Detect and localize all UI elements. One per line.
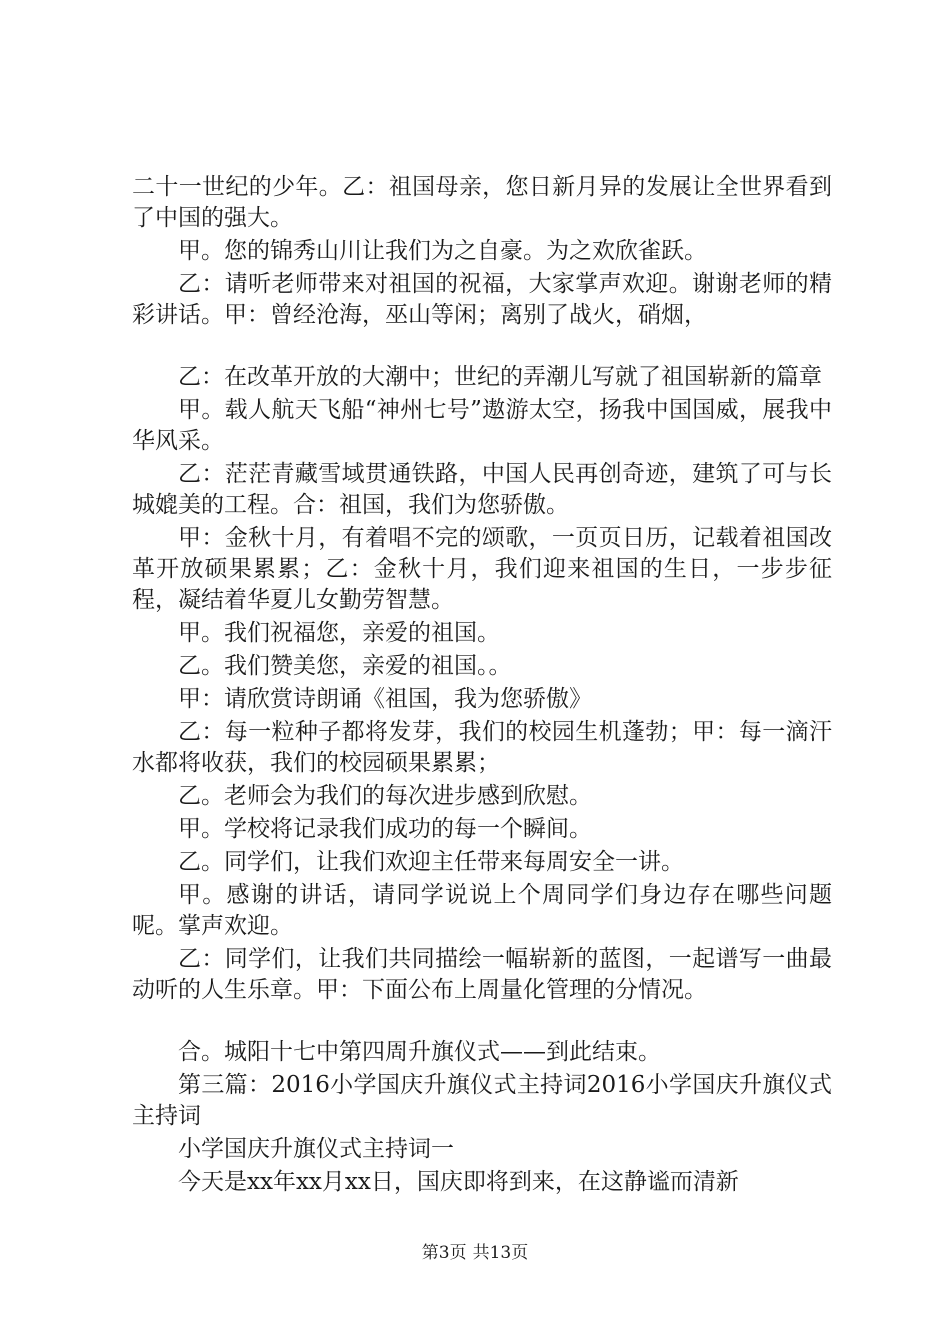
paragraph-8: 甲。我们祝福您，亲爱的祖国。: [178, 620, 500, 646]
paragraph-17: 合。城阳十七中第四周升旗仪式——到此结束。: [178, 1039, 661, 1065]
paragraph-4: 乙：在改革开放的大潮中；世纪的弄潮儿写就了祖国崭新的篇章: [178, 364, 822, 390]
paragraph-12: 乙。老师会为我们的每次进步感到欣慰。: [178, 783, 592, 809]
page-total: 共13页: [472, 1243, 529, 1263]
page-footer: [0, 1242, 950, 1264]
document-body: [132, 172, 832, 1200]
paragraph-13: 甲。学校将记录我们成功的每一个瞬间。: [178, 816, 592, 842]
paragraph-14: 乙。同学们，让我们欢迎主任带来每周安全一讲。: [178, 849, 684, 875]
subheading: 小学国庆升旗仪式主持词一: [178, 1136, 454, 1162]
paragraph-5: 甲。载人航天飞船“神州七号”遨游太空，扬我中国国威，展我中华风采。: [132, 397, 832, 454]
paragraph-11: 乙：每一粒种子都将发芽，我们的校园生机蓬勃；甲：每一滴汗水都将收获，我们的校园硕果累累；: [132, 719, 832, 776]
paragraph-10: 甲：请欣赏诗朗诵《祖国，我为您骄傲》: [178, 686, 592, 712]
paragraph-1: 二十一世纪的少年。乙：祖国母亲，您日新月异的发展让全世界看到了中国的强大。: [132, 174, 832, 231]
paragraph-9: 乙。我们赞美您，亲爱的祖国。。: [178, 653, 512, 679]
paragraph-6: 乙：茫茫青藏雪域贯通铁路，中国人民再创奇迹，建筑了可与长城媲美的工程。合：祖国，我们为您骄傲。: [132, 461, 832, 518]
page-number: 第3页: [421, 1243, 467, 1263]
paragraph-15: 甲。感谢的讲话，请同学说说上个周同学们身边存在哪些问题呢。掌声欢迎。: [132, 882, 832, 939]
paragraph-16: 乙：同学们，让我们共同描绘一幅崭新的蓝图，一起谱写一曲最动听的人生乐章。甲：下面公布上周量化管理的分情况。: [132, 946, 832, 1003]
paragraph-20: 今天是xx年xx月xx日，国庆即将到来，在这静谧而清新: [178, 1169, 739, 1195]
paragraph-7: 甲：金秋十月，有着唱不完的颂歌，一页页日历，记载着祖国改革开放硕果累累；乙：金秋十月，我们迎来祖国的生日，一步步征程，凝结着华夏儿女勤劳智慧。: [132, 525, 832, 613]
paragraph-2: 甲。您的锦秀山川让我们为之自豪。为之欢欣雀跃。: [178, 238, 707, 264]
paragraph-3: 乙：请听老师带来对祖国的祝福，大家掌声欢迎。谢谢老师的精彩讲话。甲：曾经沧海，巫山等闲；离别了战火，硝烟，: [132, 271, 832, 328]
section-heading: 第三篇：2016小学国庆升旗仪式主持词2016小学国庆升旗仪式主持词: [132, 1072, 832, 1129]
